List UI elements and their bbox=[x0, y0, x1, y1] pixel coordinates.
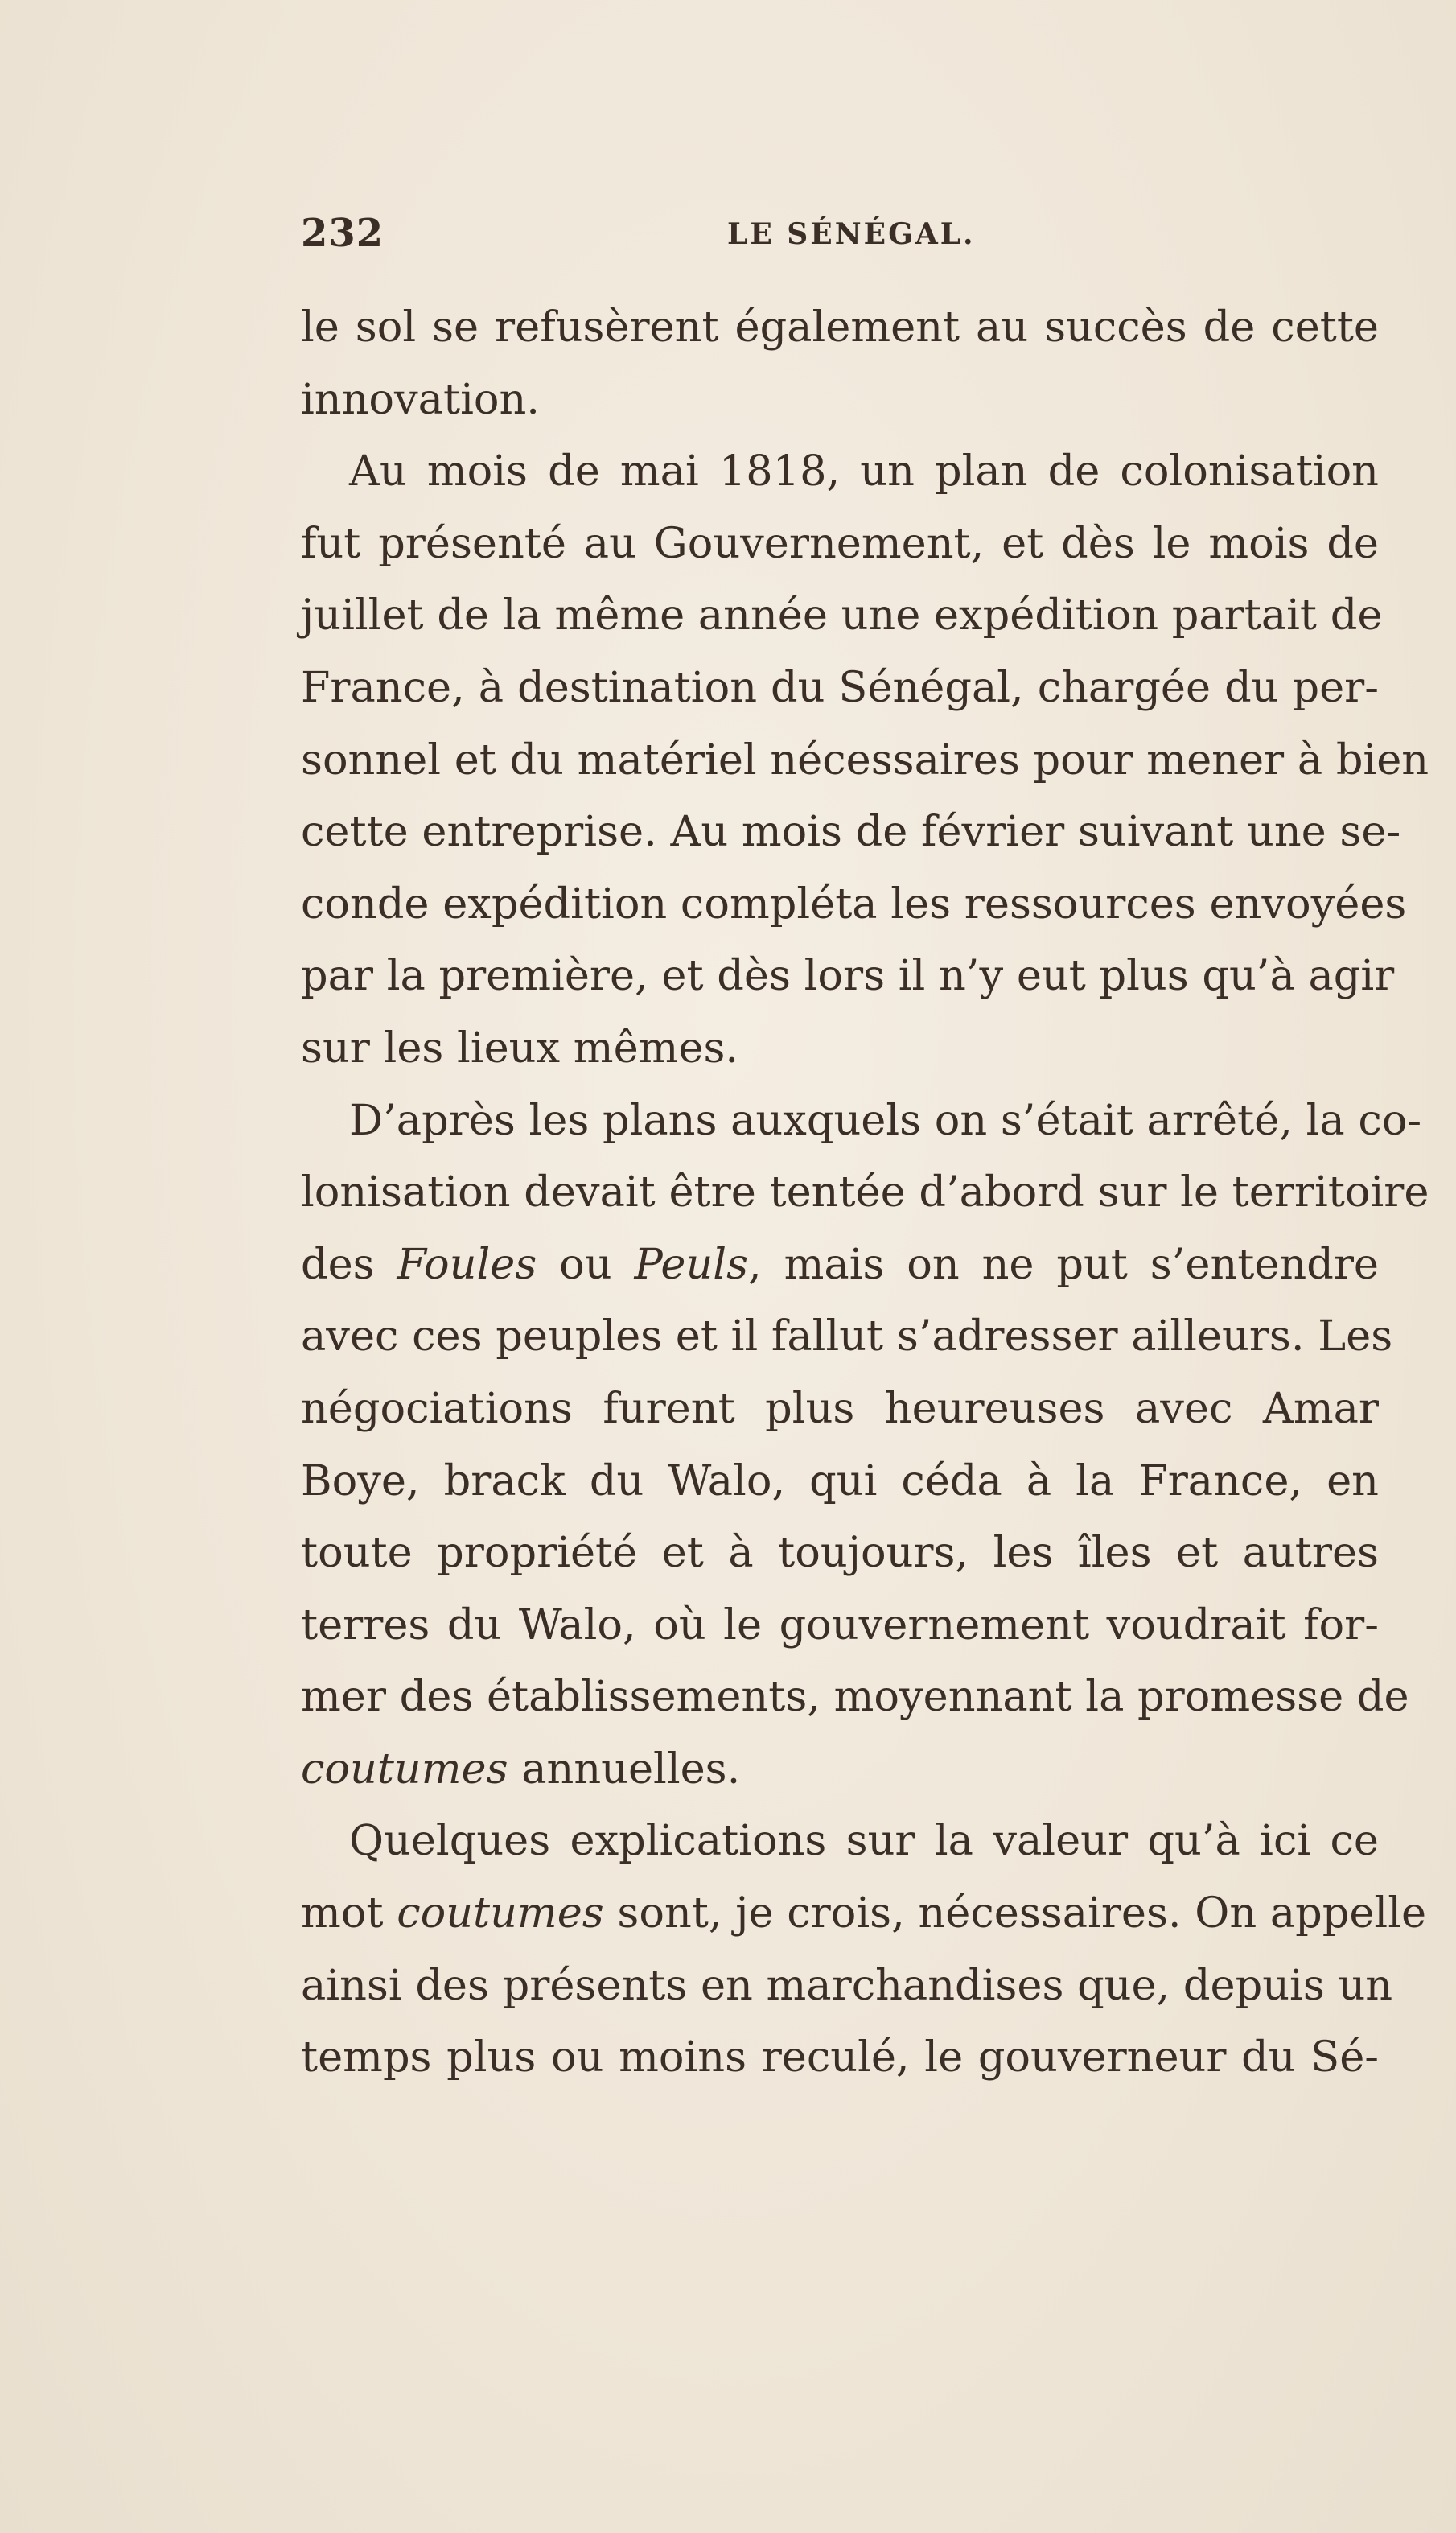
text-run: annuelles. bbox=[508, 1744, 741, 1794]
text-line: avec ces peuples et il fallut s’adresser ailleurs. Les bbox=[301, 1312, 1393, 1361]
text-line: ainsi des présents en marchandises que, depuis un bbox=[301, 1960, 1393, 2010]
text-line: sonnel et du matériel nécessaires pour mener à bien bbox=[301, 735, 1429, 785]
text-line: D’après les plans auxquels on s’était arrêté, la co- bbox=[349, 1095, 1422, 1145]
text-line: conde expédition compléta les ressources envoyées bbox=[301, 879, 1407, 929]
italic-term: Peuls bbox=[634, 1239, 749, 1289]
text-line: lonisation devait être tentée d’abord sur le territoire bbox=[301, 1168, 1429, 1217]
text-line bbox=[301, 1229, 1379, 1301]
text-line: fut présenté au Gouvernement, et dès le mois de bbox=[301, 518, 1379, 568]
running-title: LE SÉNÉGAL. bbox=[727, 217, 976, 251]
text-line: Quelques explications sur la valeur qu’à ici ce bbox=[349, 1816, 1379, 1866]
text-line: toute propriété et à toujours, les îles et autres bbox=[301, 1528, 1379, 1578]
text-line: terres du Walo, où le gouvernement voudrait for- bbox=[301, 1600, 1379, 1650]
text-line bbox=[301, 1877, 1427, 1950]
page-header bbox=[301, 211, 1379, 267]
text-line bbox=[301, 1733, 1379, 1806]
text-run: mot bbox=[301, 1888, 397, 1938]
text-run: des bbox=[301, 1239, 397, 1289]
text-line: mer des établissements, moyennant la promesse de bbox=[301, 1672, 1409, 1722]
italic-term: coutumes bbox=[397, 1888, 604, 1938]
text-line: négociations furent plus heureuses avec Amar bbox=[301, 1383, 1379, 1433]
italic-term: coutumes bbox=[301, 1744, 508, 1794]
text-line: Boye, brack du Walo, qui céda à la France, en bbox=[301, 1456, 1379, 1505]
text-line: Au mois de mai 1818, un plan de colonisation bbox=[349, 447, 1379, 496]
text-line: temps plus ou moins reculé, le gouverneur du Sé- bbox=[301, 2033, 1379, 2082]
text-run: sont, je crois, nécessaires. On appelle bbox=[603, 1888, 1427, 1938]
text-line: cette entreprise. Au mois de février suivant une se- bbox=[301, 807, 1401, 857]
text-line: innovation. bbox=[301, 374, 540, 424]
italic-term: Foules bbox=[397, 1239, 537, 1289]
body-text bbox=[301, 291, 1429, 2094]
text-run: , mais on ne put s’entendre bbox=[748, 1239, 1380, 1289]
page-number: 232 bbox=[301, 211, 385, 256]
text-line: sur les lieux mêmes. bbox=[301, 1023, 739, 1073]
text-line: par la première, et dès lors il n’y eut plus qu’à agir bbox=[301, 951, 1395, 1001]
text-line: juillet de la même année une expédition partait de bbox=[301, 591, 1383, 640]
text-run: ou bbox=[537, 1239, 635, 1289]
text-line: le sol se refusèrent également au succès de cette bbox=[301, 303, 1379, 352]
text-line: France, à destination du Sénégal, chargée du per- bbox=[301, 662, 1379, 712]
